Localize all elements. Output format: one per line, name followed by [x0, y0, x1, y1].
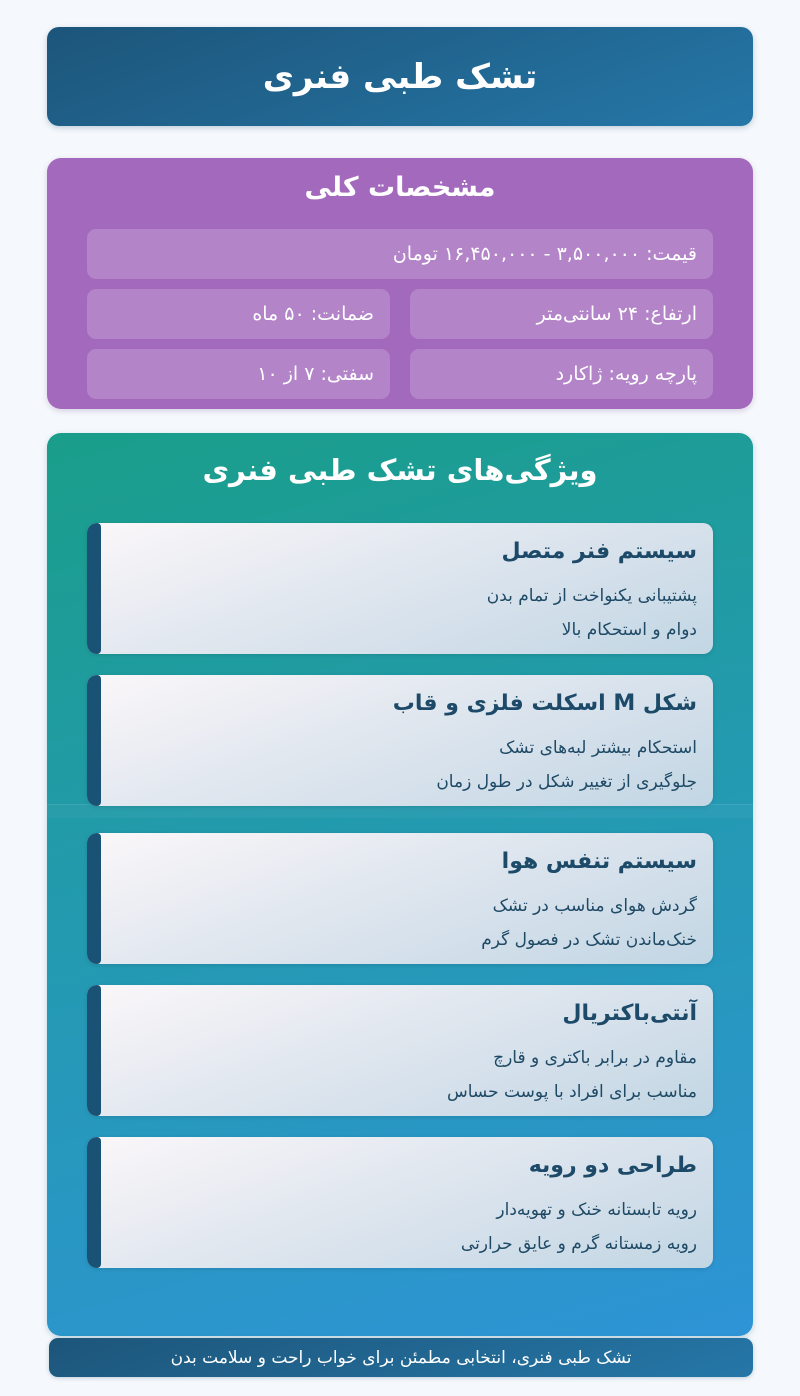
feature-line: رویه تابستانه خنک و تهویه‌دار	[496, 1200, 697, 1220]
spec-price: قیمت: ۳,۵۰۰,۰۰۰ - ۱۶,۴۵۰,۰۰۰ تومان	[87, 229, 713, 279]
feature-line: رویه زمستانه گرم و عایق حرارتی	[460, 1234, 697, 1254]
accent-bar	[87, 833, 101, 964]
feature-line: خنک‌ماندن تشک در فصول گرم	[481, 930, 697, 950]
feature-card-m-frame	[87, 675, 713, 806]
specs-title: مشخصات کلی	[304, 172, 496, 203]
specs-section	[47, 158, 753, 409]
features-section	[47, 433, 753, 1336]
feature-card-dual-sided	[87, 1137, 713, 1268]
feature-title: شکل M اسکلت فلزی و قاب	[392, 691, 697, 716]
feature-title: آنتی‌باکتریال	[562, 1001, 697, 1026]
spec-fabric: پارچه رویه: ژاکارد	[410, 349, 713, 399]
page-footer: تشک طبی فنری، انتخابی مطمئن برای خواب راحت و سلامت بدن	[49, 1338, 753, 1377]
spec-height: ارتفاع: ۲۴ سانتی‌متر	[410, 289, 713, 339]
feature-line: پشتیبانی یکنواخت از تمام بدن	[486, 586, 697, 606]
spec-warranty: ضمانت: ۵۰ ماه	[87, 289, 390, 339]
accent-bar	[87, 675, 101, 806]
feature-line: دوام و استحکام بالا	[561, 620, 697, 640]
feature-card-antibacterial	[87, 985, 713, 1116]
spec-firmness: سفتی: ۷ از ۱۰	[87, 349, 390, 399]
feature-title: سیستم فنر متصل	[501, 539, 697, 564]
feature-line: گردش هوای مناسب در تشک	[492, 896, 697, 916]
feature-card-pocket-spring	[87, 523, 713, 654]
feature-card-air-flow	[87, 833, 713, 964]
feature-title: سیستم تنفس هوا	[501, 849, 697, 874]
feature-line: مناسب برای افراد با پوست حساس	[446, 1082, 697, 1102]
feature-line: استحکام بیشتر لبه‌های تشک	[499, 738, 697, 758]
accent-bar	[87, 985, 101, 1116]
features-title: ویژگی‌های تشک طبی فنری	[202, 453, 598, 487]
feature-line: مقاوم در برابر باکتری و قارچ	[493, 1048, 697, 1068]
accent-bar	[87, 523, 101, 654]
page-title: تشک طبی فنری	[262, 56, 538, 97]
feature-line: جلوگیری از تغییر شکل در طول زمان	[436, 772, 697, 792]
accent-bar	[87, 1137, 101, 1268]
section-divider	[47, 804, 753, 818]
page-header	[47, 27, 753, 126]
feature-title: طراحی دو رویه	[528, 1153, 697, 1178]
